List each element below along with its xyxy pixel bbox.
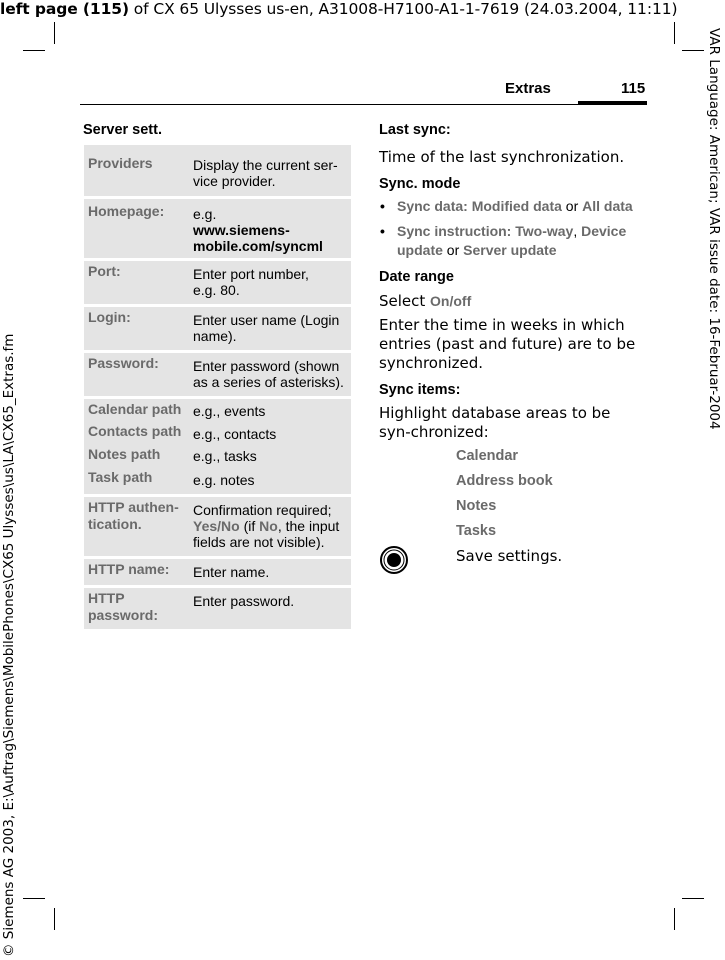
table-row [84,559,351,585]
table-row [84,399,351,494]
table-row [84,199,351,258]
header-rule [80,104,647,105]
row-desc-part: Confirmation required; [193,502,332,518]
crop-mark [674,22,675,44]
table-row [84,588,351,629]
date-range-select [379,292,471,311]
sync-mode-option [397,197,647,216]
bullet: • [380,198,385,214]
crop-mark [23,898,45,899]
row-desc-part: , the input fields are not visible). [193,518,340,550]
no-value: No [259,518,278,534]
comma-text: , [573,223,582,239]
page-number: 115 [621,80,646,97]
sync-items-heading: Sync items: [379,382,461,398]
sync-mode-option [397,222,637,260]
row-label: Homepage: [88,203,165,219]
sync-data-value: Sync data: Modified data [397,198,562,214]
row-label: HTTP password: [88,590,159,623]
yes-no-value: Yes/No [193,518,240,534]
date-range-text: Enter the time in weeks in which entries (past and future) are to be synchronized. [379,316,636,372]
table-row [84,307,351,350]
row-desc [193,206,343,254]
production-header [0,0,677,18]
select-text: Select [379,292,431,310]
row-label: Port: [88,263,121,279]
row-label: HTTP name: [88,561,170,577]
row-desc: e.g., tasks [193,448,257,464]
all-data-value: All data [582,198,633,214]
row-label: Calendar path [88,401,182,417]
row-desc-prefix: e.g. [193,206,217,222]
table-row [84,145,351,196]
crop-mark [682,50,704,51]
sync-item: Notes [456,498,497,514]
row-label: Password: [88,355,159,371]
row-label: Contacts path [88,423,182,439]
row-desc: Enter password. [193,593,295,609]
section-title: Server sett. [83,122,162,138]
row-desc: e.g., contacts [193,426,277,442]
crop-mark [54,22,55,44]
last-sync-heading: Last sync: [379,122,451,138]
bullet: • [380,223,385,239]
homepage-url: www.siemens-mobile.com/syncml [193,222,323,254]
header-thick-rule [578,101,647,105]
row-desc: Display the current ser-vice provider. [193,157,338,189]
or-text: or [561,198,583,214]
production-header-bold: left page (115) [0,0,129,18]
page-title: Extras [505,80,551,97]
row-desc: Enter port number, e.g. 80. [193,266,309,298]
crop-mark [682,898,704,899]
device-update-value: Device update [397,223,627,258]
crop-mark [23,50,45,51]
row-desc: Enter user name (Login name). [193,312,340,344]
table-row [84,261,351,304]
copyright-path-note: © Siemens AG 2003, E:\Auftrag\Siemens\MobilePhones\CX65 Ulysses\us\LA\CX65_Extras.fm [1,333,17,957]
sync-instruction-value: Sync instruction: Two-way [397,223,574,239]
date-range-heading: Date range [379,269,454,285]
server-update-value: Server update [463,242,557,258]
sync-item: Address book [456,473,553,489]
center-key-icon [379,545,409,575]
sync-mode-heading: Sync. mode [379,176,461,192]
table-row [84,353,351,396]
row-label: Notes path [88,446,161,462]
row-desc: Enter name. [193,564,270,580]
table-row [84,497,351,556]
var-language-note: VAR Language: American; VAR issue date: 16-Februar-2004 [706,28,722,430]
sync-items-text: Highlight database areas to be syn-chronized: [379,404,611,441]
production-header-rest: of CX 65 Ulysses us-en, A31008-H7100-A1-1-7619 (24.03.2004, 11:11) [128,0,678,18]
crop-mark [674,908,675,930]
row-label: HTTP authen-tication. [88,499,179,532]
sync-item: Calendar [456,448,519,464]
sync-item: Tasks [456,523,497,539]
row-desc: Enter password (shown as a series of asterisks). [193,358,344,390]
on-off-value: On/off [430,293,472,309]
row-desc-part: (if [239,518,260,534]
or-text: or [442,242,464,258]
row-label: Login: [88,309,131,325]
last-sync-text: Time of the last synchronization. [379,148,625,166]
row-desc [193,502,345,550]
row-label: Task path [88,469,153,485]
crop-mark [54,908,55,930]
row-desc: e.g., events [193,403,266,419]
row-label: Providers [88,155,153,171]
row-desc: e.g. notes [193,472,255,488]
save-settings-text: Save settings. [456,547,563,565]
